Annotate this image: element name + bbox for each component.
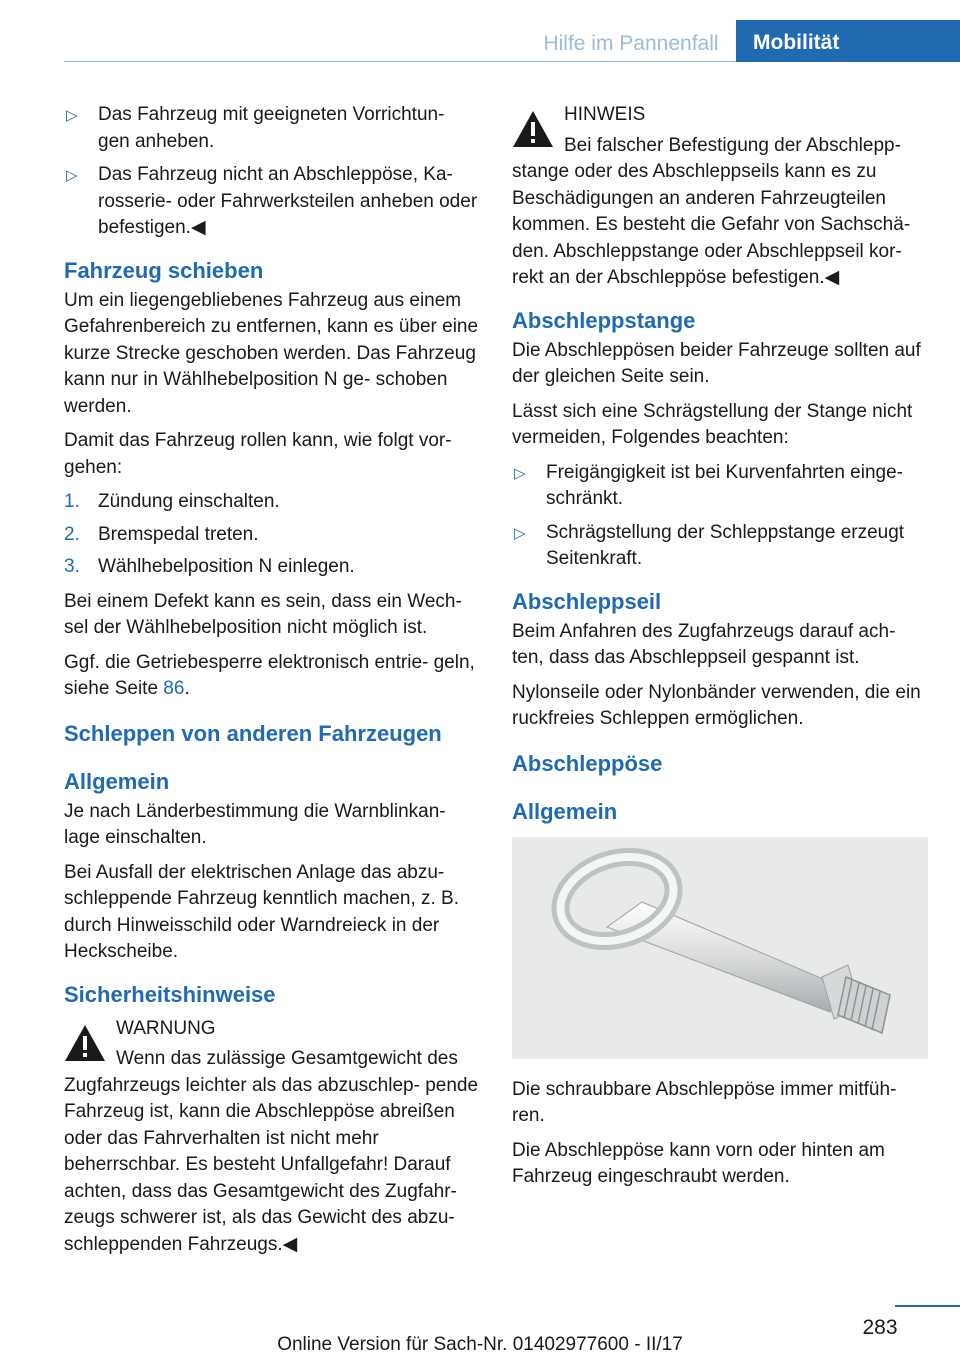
list-item: ▷ Schrägstellung der Schleppstange erzeugt Seitenkraft. (514, 521, 905, 569)
tow-eye-illustration (512, 837, 928, 1059)
paragraph: Um ein liegengebliebenes Fahrzeug aus einem Gefahrenbereich zu entfernen, kann es über eine kurze Strecke geschoben werden. Das Fahrzeug kann nur in Wählhebelposition N ge‐ schoben werden. (64, 289, 479, 417)
list-item: ▷ Freigängigkeit ist bei Kurvenfahrten einge‐ schränkt. (514, 461, 903, 509)
heading-sicherheitshinweise: Sicherheitshinweise (64, 981, 276, 1007)
heading-abschleppseil: Abschleppseil (512, 588, 662, 614)
list-item: 1. Zündung einschalten. (64, 491, 280, 512)
note-title: HINWEIS (564, 104, 646, 125)
paragraph: Die Abschleppösen beider Fahrzeuge sollten auf der gleichen Seite sein. (512, 339, 921, 387)
paragraph: Damit das Fahrzeug rollen kann, wie folgt vor‐ gehen: (64, 430, 452, 478)
triangle-bullet-icon: ▷ (66, 107, 78, 124)
paragraph: Die schraubbare Abschleppöse immer mitfüh‐ ren. (512, 1078, 897, 1126)
heading-abschleppstange: Abschleppstange (512, 307, 696, 333)
paragraph: Lässt sich eine Schrägstellung der Stange nicht vermeiden, Folgendes beachten: (512, 400, 913, 448)
online-version-note: Online Version für Sach-Nr. 01402977600 - II/17 (277, 1334, 683, 1355)
triangle-bullet-icon: ▷ (514, 524, 526, 542)
triangle-bullet-icon: ▷ (66, 167, 78, 184)
paragraph: Bei Ausfall der elektrischen Anlage das abzu‐ schleppende Fahrzeug kenntlich machen, z. B. durch Hinweisschild oder Warndreieck in der Heckscheibe. (64, 861, 460, 962)
bullet-list (64, 102, 479, 242)
list-item: ▷ Das Fahrzeug mit geeigneten Vorrichtun‐ gen anheben. (66, 104, 445, 152)
tow-eye-image (512, 837, 928, 1059)
warning-title: WARNUNG (116, 1017, 216, 1039)
heading-allgemein: Allgemein (64, 768, 170, 794)
list-item: ▷ Das Fahrzeug nicht an Abschleppöse, Ka‐ rosserie- oder Fahrwerksteilen anheben oder befestigen.◀ (66, 164, 478, 238)
footer-rule (895, 1305, 960, 1307)
paragraph: Ggf. die Getriebesperre elektronisch entrie‐ geln, siehe Seite 86. (64, 651, 475, 699)
warning-text: Wenn das zulässige Gesamtgewicht des Zugfahrzeugs leichter als das abzuschlep‐ pende Fahrzeug ist, kann die Abschleppöse abreißen oder das Fahrverhalten ist nicht mehr beherrschbar. Es besteht Unfallgefahr! Darauf achten, dass das Gesamtgewicht des Zugfahr‐ zeugs schwerer ist, als das Gewicht des abzu‐ schleppenden Fahrzeugs.◀ (64, 1048, 479, 1255)
note-box (512, 102, 928, 292)
page-reference-link[interactable]: 86 (163, 678, 185, 699)
paragraph: Bei einem Defekt kann es sein, dass ein Wech‐ sel der Wählhebelposition nicht möglich ist. (64, 590, 462, 638)
heading-allgemein: Allgemein (512, 798, 618, 824)
page-number: 283 (862, 1316, 898, 1339)
paragraph: Beim Anfahren des Zugfahrzeugs darauf ach‐ ten, dass das Abschleppseil gespannt ist. (512, 620, 896, 668)
bullet-list (512, 460, 928, 573)
left-column (64, 102, 479, 1270)
section-tab[interactable]: Hilfe im Pannenfall (543, 32, 719, 55)
warning-triangle-icon (64, 1024, 106, 1062)
heading-fahrzeug-schieben: Fahrzeug schieben (64, 257, 264, 283)
warning-triangle-icon (512, 110, 554, 148)
list-item: 3. Wählhebelposition N einlegen. (64, 556, 355, 577)
right-column (512, 102, 928, 1199)
paragraph: Die Abschleppöse kann vorn oder hinten am Fahrzeug eingeschraubt werden. (512, 1139, 885, 1187)
warning-box (64, 1016, 479, 1259)
numbered-list (64, 489, 479, 581)
heading-schleppen: Schleppen von anderen Fahrzeugen (64, 720, 442, 746)
list-item: 2. Bremspedal treten. (64, 523, 259, 545)
paragraph: Je nach Länderbestimmung die Warnblinkan‐ lage einschalten. (64, 800, 446, 848)
note-text: Bei falscher Befestigung der Abschlepp‐ stange oder des Abschleppseils kann es zu Beschädigungen an anderen Fahrzeugteilen kommen. Es besteht die Gefahr von Sachschä‐ den. Abschleppstange oder Abschleppseil kor‐ rekt an der Abschleppöse befestigen.◀ (512, 134, 911, 288)
paragraph: Nylonseile oder Nylonbänder verwenden, die ein ruckfreies Schleppen ermöglichen. (512, 681, 921, 729)
chapter-tab[interactable]: Mobilität (736, 20, 960, 62)
heading-abschleppoese: Abschleppöse (512, 750, 663, 776)
triangle-bullet-icon: ▷ (514, 464, 526, 482)
